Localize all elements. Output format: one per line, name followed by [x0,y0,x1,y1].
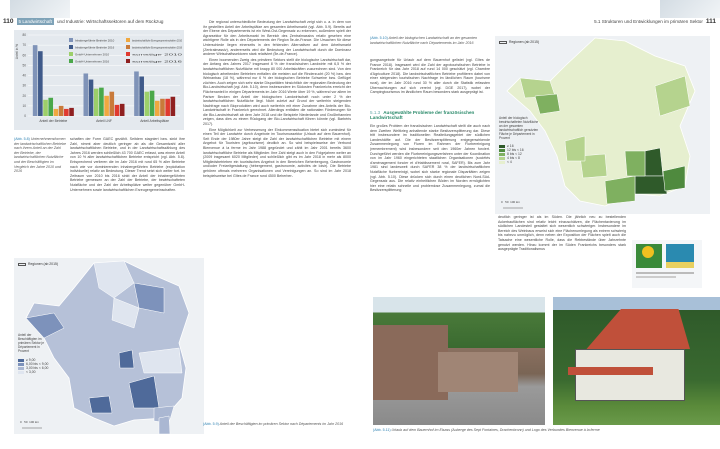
legend-swatch [69,38,73,42]
y-tick-label: 20 [22,93,26,98]
legend-label: < 4 [507,160,512,164]
paragraph: Ein großes Problem der französischen Landwirtschaft stellt die auch nach dem Zweiten Weltkrieg anhaltende starke Besitzzersplitterung dar. Diese tritt insbesondere im traditionellen Realteilungsgebiet der südlichen Landeshälfte auf. Die der Besitzzersplitterung entgegenwirkende Zusammenlegung von Fluren im Rahmen der Flurbereinigung (remembrement) wird insbesondere seit den 1960er Jahren forciert. Durchgeführt werden die Flurbereinigungsverfahren unter der Koordination von im Jahr 1960 eingerichteten staatlichen Organisationen (sociétés d'aménagement foncier et d'établissement rural, SAFER). Bis zum Jahr 1981 sind landesweit durch SAFER 38 % der landwirtschaftlichen Nutzfläche flurbereinigt, wobei sich starke regionale Disparitäten zeigen (vgl. Abb. 5.10). Diese drücken sich durch einen deutlichen Nord-Süd-Gegensatz aus. Die relativ einheitlichen Böden im Norden ermöglichten hier eine relativ schnelle und problemlose Zusammenlegung, zumal die Besitzzersplitterung [370,124,490,193]
map59-legend-title: Anteil der Beschäftigten im primären Sektor je Département in Prozent [18,333,45,353]
paragraph: Einen boomenden Zweig des primären Sektors stellt die biologische Landwirtschaft dar, der Anfang des Jahres 2017 insgesamt 8 % der französischen Landwirte mit 6,5 % der landwirtschaftlichen Nutzfläche mit knapp 80 000 Arbeitskräften zuzurechnen sind. Von den biologisch arbeitenden Betrieben entfallen die meisten auf die Rinderzucht (20 %) bzw. den Weinanbau (18 %), während nur 6 % der biologischen Betriebe Schweine bzw. Geflügel züchten. Auch zeigen sich sehr starke Disparitäten hinsichtlich der regionalen Bedeutung der Bio-Landwirtschaft (vgl. Abb. 5.10), denn insbesondere im Südosten Frankreichs erreicht der Flächenanteil in einigen Départements im Jahr 2016 Werte über 19 %, während vor allem im Pariser Becken der Anteil der biologischen Landwirtschaft noch unter 2 % der landwirtschaftlichen Nutzfläche liegt. Nicht zuletzt auf Grund der weiterhin steigenden Nachfrage nach Bioprodukten wird auch weiterhin mit einer Zunahme des Anteils der Bio-Landwirtschaft in Frankreich gerechnet. Allerdings entfallen die nationalen Förderungen für die Bio-Landwirtschaft ab dem Jahr 2018 und die Beispiele Niederlande und Großbritannien zeigen, dass dies zu einem Rückgang der Bio-Landwirtschaft führen könnte (vgl. Barbéris 2017). [203,57,351,127]
map510-legend [499,144,524,164]
legend-label: 6,00 bis < 9,00 [26,362,49,366]
y-axis-label: Anteil in % [15,44,19,60]
bar [155,101,160,116]
building [438,352,518,392]
bar [165,99,170,116]
left-column-2-text [70,137,185,252]
logo-text-line [636,272,694,274]
fig511-text: Urlaub auf dem Bauernhof im Elsass (Auberge des Sept Fontaines, Drachenbronn) und Logo des Verbundes Bienvenue à la ferme [391,428,600,432]
bienvenue-logo-box [632,240,702,288]
house-facade [575,349,685,401]
map59-scale: 0 50 100 km [20,420,40,424]
bar-chart [14,30,184,130]
paragraph: gungsangebote für Urlaub auf dem Bauernhof gelistet (vgl. Gîtes de France 2018). Insgesamt wird die Zahl der agrotouristischen Betriebe in Frankreich für das Jahr 2018 auf rund 14 000 geschätzt (vgl. Chambre d'Agriculture 2018). Die landwirtschaftlichen Betriebe profitieren dabei von einer steigenden touristischen Nachfrage im ländlichen Raum (tourisme rural), der im Jahr 2016 rund 30 % aller durch die Statistik erfassten Übernachtungen auf sich vereint (vgl. DGE 2017), wobei der Campingtourismus im ländlichen Raum besonders stark ausgeprägt ist. [370,58,490,95]
right-column-1-text-b [370,124,490,290]
right-page [360,0,720,449]
section-title-head: 5.1 Strukturen und Entwicklungen im primären Sektor [594,19,703,24]
legend-swatch [126,59,130,63]
regions-label: Regionen (ab 2015) [28,262,58,266]
legend-label: 8 bis < 12 [507,152,522,156]
legend-label: Inhabergeführte Betriebe 2010 [75,38,115,43]
logo-field [666,262,694,268]
paragraph: Die regional unterschiedliche Bedeutung der Landwirtschaft zeigt sich u. a. in dem von ihr gestellten Anteil der Arbeitsplätze am gesamten Arbeitsmarkt (vgl. Abb. 5.9). Bereits auf der Ebene des Départements ist ein West-Ost-Gegensatz zu erkennen, außerdem spielt der Agrarsektor für den Arbeitsmarkt im Bereich des Zentralmassivs relativ gesehen eine wichtigere Rolle als in den Départements der Region Île-de-France. Die Ursachen für diese Unterschiede liegen einerseits in den fehlenden Alternativen auf dem Arbeitsmarkt (Zentralmassiv), andererseits wird die Bedeutung der Landwirtschaft durch die Dominanz anderer Wirtschaftssektoren stark relativiert (Île-de-France). [203,20,351,57]
running-head-left [3,18,163,25]
paragraph: schaften der Form GAEC gezählt. Seitdem stagniert bzw. sinkt ihre Zahl, nimmt aber deutlich geringer ab als die Gesamtzahl aller landwirtschaftlichen Betriebe, und in der Landwirtschaftszählung des Jahres 2016 werden schließlich 43 700 GAEC erfasst, was einem Anteil von 10 % aller landwirtschaftlichen Betriebe entspricht (vgl. Abb. 5.8). Entsprechend verlieren die im Jahr 2016 mit rund 65 % aller Betriebe nach wie vor dominierenden inhabergeführten Betriebe (exploitation individuelle) relativ an Bedeutung. Dieser Trend setzt sich weiter fort. Im Zeitraum von 2010 bis 2016 sinkt der Anteil der inhabergeführten Betriebe gemessen an der Zahl der Betriebe, der bewirtschafteten Nutzfläche und der Zahl der Arbeitsplätze weiter gegenüber GmbH-Unternehmen sowie landwirtschaftlichen Erzeugergemeinschaften. [70,137,185,192]
section-heading [370,110,490,121]
fig510-label: (Abb. 5.10) [370,36,388,40]
y-tick-label: 10 [22,103,26,108]
barn [373,325,448,400]
legend-swatch [126,38,130,42]
legend-swatch [18,359,24,362]
legend-label: landwirtschaftliche Erzeugergemeinschaften 2016 [132,45,183,50]
right-column-1-text-a [370,58,490,108]
regions-label: Regionen (ab 2015) [509,40,539,44]
legend-label: Inhabergeführte Betriebe 2016 [75,45,115,50]
legend-label: 3,00 bis < 6,00 [26,366,49,370]
fig511-label: (Abb. 5.11) [373,428,391,432]
legend-label: 4 bis < 8 [507,156,520,160]
bar [171,97,176,116]
legend-swatch [126,45,130,49]
x-tick-label: Anteil LNF [96,119,112,123]
header-decoration [10,0,70,18]
legend-label: sonstige 2010 [132,52,184,57]
legend-swatch [18,367,24,370]
fig59-text: Anteil der Beschäftigten im primären Sektor nach Départements im Jahr 2016 [219,422,344,426]
bar [84,73,89,116]
legend-swatch [499,153,505,156]
map59-legend [18,358,48,374]
fig510-caption [370,36,490,45]
y-tick-label: 60 [22,53,26,58]
chart-figure-5-8 [14,30,184,130]
bar [48,98,53,116]
fig58-label: (Abb. 5.8) [14,137,30,141]
legend-swatch [499,161,505,164]
bar [120,104,125,116]
y-tick-label: 0 [24,114,26,118]
legend-label: < 3,00 [26,370,36,374]
legend-swatch [499,157,505,160]
bar [33,45,38,116]
fig59-label: (Abb. 5.9) [203,422,219,426]
bar [59,106,64,116]
photo-half-timbered-house [553,297,720,425]
legend-swatch [126,52,130,56]
photo-farm-courtyard [373,297,545,425]
legend-item [18,370,48,374]
page-number: 110 [3,18,14,25]
bar [145,92,150,116]
bar [69,108,74,116]
legend-swatch [69,45,73,49]
bar [150,91,155,116]
paragraph: deutlich geringer ist als im Süden. Die jährlich neu zu bestellenden Ackerbauflächen sind relativ leicht einzuschätzen, die Flächentaxierung im südlichen Landesteil gestaltet sich wesentlich schwieriger. Insbesondere im Bereich des Weinbaus erweist sich eine Flächenumlegung als extrem schwierig bis nahezu unmöglich, denn neben der Exposition der Flächen spielt auch die Tatsache eine wesentliche Rolle, dass die Rebbestände über Jahrzehnte genutzt werden. Hinzu kommt der im Süden Frankreichs besonders stark ausgeprägte Traditionalismus [498,215,626,252]
y-tick-label: 30 [22,83,26,88]
source-note [186,60,189,120]
fig510-text: Anteil der biologischen Landwirtschaft an der gesamten landwirtschaftlichen Nutzfläche nach Départements im Jahr 2016 [370,36,477,45]
bar [54,109,59,116]
bar [89,80,94,116]
sunflower-icon [642,246,654,258]
bar [38,51,43,116]
fig58-caption [14,137,66,174]
section-title: Ausgewählte Probleme der französischen Landwirtschaft [370,110,475,121]
y-tick-label: 80 [22,33,26,37]
left-column-3-text [203,20,351,420]
fig59-caption [203,422,351,427]
map510-scale: 0 50 100 km [501,200,521,204]
bar [115,105,120,116]
gites-logo [666,244,694,268]
roof [575,309,690,349]
bar [139,77,144,116]
fig511-caption [373,428,713,433]
legend-label: 12 bis < 16 [507,148,524,152]
legend-label: landwirtschaftliche Erzeugergemeinschaften 2010 [132,38,183,43]
running-head-right [594,18,716,25]
section-number: 5.1.3 [370,110,381,115]
paragraph: Eine Möglichkeit zur Verbesserung der Einkommenssituation bietet sich zumindest für einen Teil der Landwirte durch Angebote im Tourismussektor (Urlaub auf dem Bauernhof). Seit Ende der 1980er Jahre steigt die Zahl der landwirtschaftlichen Betriebe mit einem Angebot für Touristen (agritourisme) deutlich an. So wird beispielsweise der Verbund Bienvenue à la ferme im Jahr 1988 gegründet und zählt im Jahr 2001 bereits 3600 landwirtschaftliche Betriebe als Mitglieder. Ihre Zahl steigt auch in den Folgejahren weiter an (2009 insgesamt 6020 Mitglieder) und schließlich gibt es im Jahr 2018 in mehr als 8000 Mitgliedsbetrieben ein touristisches Angebot in den Bereichen Beherbergung, Gastronomie und/oder Freizeitgestaltung (hébergement, gastronomie, activités de loisir). Die Betriebe gehören oftmals mehreren Organisationen und Vereinigungen an. So sind im Jahr 2018 beispielsweise bei Gîtes de France rund 4500 Beherber- [203,127,351,178]
x-tick-label: Anteil der Betriebe [39,119,68,123]
map510-legend-title: Anteil der biologisch bewirtschafteten Nutzfläche an der gesamten landwirtschaftlich genutzten Fläche je Département in Prozent [499,116,539,140]
bar [43,100,48,116]
bar [160,99,165,116]
page-number: 111 [705,18,716,25]
bar [110,92,115,116]
y-tick-label: 40 [22,73,26,78]
header-decoration [660,0,720,18]
legend-label: GmbH-Unternehmen 2016 [75,59,110,64]
legend-label: ≥ 16 [507,144,514,148]
legend-label: GmbH-Unternehmen 2010 [75,52,110,57]
bar [99,88,104,116]
right-column-2-text [498,215,626,290]
porch-roof [568,367,653,375]
legend-label: sonstige 2016 [132,59,184,64]
legend-swatch [69,52,73,56]
y-tick-label: 50 [22,63,26,68]
legend-swatch [499,145,505,148]
map-figure-5-10 [495,36,710,214]
chapter-title: und Industrie: Wirtschaftssektoren auf dem Rückzug [56,19,164,24]
fig58-text: Unternehmensformen der landwirtschaftlichen Betriebe nach ihrem Anteil an der Zahl der Betriebe, der landwirtschaftlichen Nutzfläche und der Beschäftigten im Vergleich der Jahre 2010 und 2016 [14,137,66,174]
bar [104,96,109,116]
y-tick-label: 70 [22,43,26,48]
legend-swatch [69,59,73,63]
bar [94,89,99,116]
map-figure-5-9 [14,258,204,434]
legend-swatch [18,371,24,374]
bar [64,109,69,116]
legend-swatch [499,149,505,152]
legend-item [499,160,524,164]
legend-swatch [18,363,24,366]
chapter-label: 5 Landwirtschaft [18,19,52,24]
bar [134,71,139,116]
x-tick-label: Anteil Arbeitsplätze [140,119,170,123]
bienvenue-logo [636,244,662,268]
logo-text-line [636,276,676,278]
legend-label: ≥ 9,00 [26,358,36,362]
